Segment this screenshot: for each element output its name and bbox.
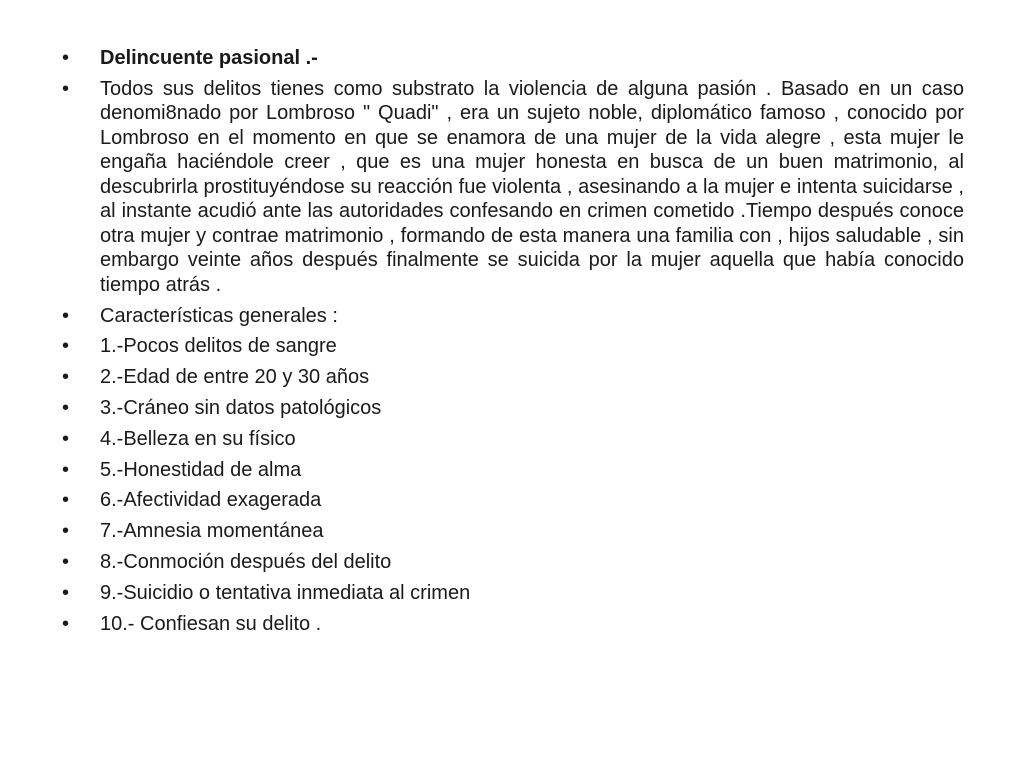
list-item [62,396,964,421]
list-item [62,365,964,390]
characteristic-text: 5.-Honestidad de alma [100,458,302,481]
bullet-icon: • [62,396,70,419]
case-description-paragraph: Todos sus delitos tienes como substrato la violencia de alguna pasión . Basado en un caso denomi8nado por Lombroso " Quadi" , era un sujeto noble, diplomático famoso , conocido por Lombroso en el momento en que se enamora de una mujer de la vida alegre , esta mujer le engaña haciéndole creer , que es una mujer honesta en busca de un buen matrimonio, al descubrirla prostituyéndose su reacción fue violenta , asesinando a la mujer e intenta suicidarse , al instante acudió ante las autoridades confesando en crimen cometido .Tiempo después conoce otra mujer y contrae matrimonio , formando de esta manera una familia con , hijos saludable , sin embargo veinte años después finalmente se suicida por la mujer aquella que había conocido tiempo atrás . [100,77,964,296]
slide-title: Delincuente pasional .- [100,47,318,69]
bullet-item-paragraph [62,77,964,298]
list-item [62,519,964,544]
bullet-icon: • [62,612,70,635]
characteristic-text: 8.-Conmoción después del delito [100,550,392,573]
characteristic-text: 3.-Cráneo sin datos patológicos [100,396,382,419]
list-item [62,458,964,483]
bullet-item-title [62,46,964,71]
characteristic-text: 4.-Belleza en su físico [100,427,296,450]
bullet-icon: • [62,304,70,327]
bullet-icon: • [62,366,70,389]
characteristic-text: 9.-Suicidio o tentativa inmediata al crimen [100,581,471,604]
list-item [62,488,964,513]
characteristic-text: 6.-Afectividad exagerada [100,489,322,512]
bullet-icon: • [62,47,70,69]
characteristic-text: 2.-Edad de entre 20 y 30 años [100,366,370,389]
bullet-list [62,46,964,636]
characteristic-text: 10.- Confiesan su delito . [100,612,322,635]
list-item [62,612,964,637]
characteristic-text: 1.-Pocos delitos de sangre [100,335,337,358]
bullet-item-section-heading [62,304,964,329]
bullet-icon: • [62,458,70,481]
bullet-icon: • [62,77,70,100]
bullet-icon: • [62,489,70,512]
characteristic-text: 7.-Amnesia momentánea [100,520,324,543]
slide-content [62,46,964,642]
bullet-icon: • [62,427,70,450]
bullet-icon: • [62,581,70,604]
list-item [62,427,964,452]
bullet-icon: • [62,520,70,543]
list-item [62,334,964,359]
list-item [62,550,964,575]
list-item [62,581,964,606]
section-heading: Características generales : [100,304,338,327]
bullet-icon: • [62,335,70,358]
bullet-icon: • [62,550,70,573]
